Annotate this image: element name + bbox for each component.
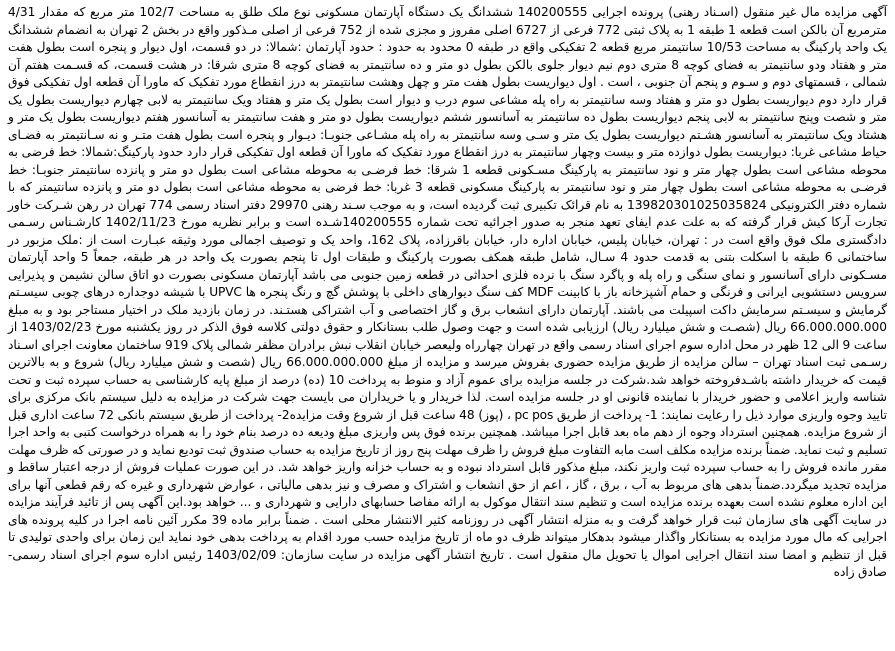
notice-text: آگهی مزایده مال غیر منقول (اسـناد رهنی) پرونده اجرایی 140200555 ششدانگ یک دستگاه آپارتمان مسکونی نوع ملک طلق به مساحت 102/7 متر مربع که مقدار 4/31 مترمربع آن بالکن است قطعه 1 طبقه 1 به پلاک ثبتی 772 فرعی از 6727 اصلی مفروز و مجزی شده از 752 فرعی از اصلی مـذکور واقع در بخش 2 تهران به انضمام ششدانگ یک واحد پارکینگ به مساحت 10/53 سانتیمتر مربع قطعه 2 تفکیکی واقع در طبقه 0 محدود به حدود : حدود آپارتمان :شمالا: در دو قسمت، اول دیوار و پنجره است بطول هفت متر و هفتاد ودو سانتیمتر به فضای کوچه 8 متری دوم نیم دیوار جلوی بالکن بطول دو متر و ده سانتیمتر به فضای کوچه 8 متری شرقا: در هشت قسمت، که قسـمت هفتم آن شمالی ، قسمتهای دوم و سـوم و پنجم آن جنوبی ، است . اول دیواریست بطول هفت متر و چهل وهشت سانتیمتر به درز انقطاع مورد تفکیک که ماورا آن قطعه اول تفکیکی فوق قرار دارد دوم دیواریست بطول دو متر و هفتاد وسه سانتیمتر به راه پله مشاعی سوم درب و دیوار است بطول یک متر و هفتاد ویک سانتیمتر به لابی چهارم دیواریست بطول یک متر و شصت وپنج سانتیمتر به لابی پنجم دیواریست بطول ده سانتیمتر به آسانسور ششم دیواریست بطول دو متر و هفت سانتیمتر به آسانسور هفتم دیواریست بطول یک متر و هشتاد ویک سانتیمتر به آسانسور هشـتم دیواریست بطول یک متر و سـی وسه سانتیمتر به راه پله مشـاعی جنوبـا: دیـوار و پنجره است بطول هفت متـر و نه سـانتیمتر به فضـای حیاط مشاعی غربا: دیواریست بطول دوازده متر و بیست وچهار سانتیمتر به درز انقطاع مورد تفکیک که ماورا آن قطعه اول تفکیکی قرار دارد حدود پارکینگ:شمالا: خط فرضی به محوطه مشاعی است بطول چهار متر و نود سانتیمتر به پارکینگ مسـکونی قطعه 1 شرقا: خط فرضـی به محوطه مشاعی است بطول دو متر و پانزده سانتیمتر جنوبـا: خط فرضـی به محوطه مشاعی است بطول چهار متر و نود سانتیمتر به پارکینگ مسکونی قطعه 3 غربا: خط فرضی به محوطه مشاعی است بطول دو متر و پانزده سانتیمتر که با شماره دفتر الکترونیکی 139820301025035824 به نام قرائک تکبیری ثبت گردیده است، و به موجب سـند رهنی 29970 دفتر اسناد رسمی 774 تهران در رهن شـرکت خاور تجارت آرکا کیش قرار گرفته که به علت عدم ایفای تعهد منجر به صدور اجرائیه تحت شماره 140200555شـده است و برابر نظریه مورخ 1402/11/23 کارشـناس رسـمی دادگستری ملک فوق واقع است در : تهران، خیابان پلیس، خیابان اداره دار، خیابان باقرزاده، پلاک 162، واحد یک و توصیف اجمالی مورد وثیقه عبـارت است از :ملک مزبور در ساختمانی 6 طبقه با اسکلت بتنی به قدمت حدود 4 سـال، شامل طبقه همکف بصورت پارکینگ و طبقات اول تا پنجم بصورت یک واحد در هر طبقه، جمعاً 5 واحد آپارتمان مسـکونی دارای آسانسور و نمای سنگی و راه پله و پاگرد سنگ با نرده فلزی احداثی در قطعه زمین جنوبی می باشد آپارتمان مسکونی بصورت دو اتاق سالن نشیمن و پذیرایی سرویس دستشویی ایرانی و فرنگی و حمام آشپزخانه باز با کابینت MDF کف سنگ دیوارهای داخلی با پوشش گچ و رنگ پنجره ها UPVC با شیشه دوجداره درهای چوبی سیسـتم گرمایش و سیسـتم سرمایش داکت اسپیلت می باشند. آپارتمان دارای انشعاب برق و گاز اختصاصی و آب اشتراکی هستـند. در زمان بازدید ملک در اختیار مستاجر بود و به مبلغ 66.000.000.000 ریال (شصـت و شش میلیارد ریال) ارزیابی شده است و جهت وصول طلب بستانکار و حقوق دولتی کلاسه فوق الذکر در روز یکشنبه مورخ 1403/02/23 از ساعت 9 الی 12 ظهر در محل اداره سوم اجرای اسناد رسمی واقع در تهران چهارراه ولیعصر خیابان انقلاب نبش برادران مظفر شمالی پلاک 919 ساختمان معاونت اجرای اسـناد رسـمی ثبت اسناد تهران – سالن مزایده از طریق مزایده حضوری بفروش میرسد و مزایده از مبلغ 66.000.000.000 ریال (شصت و شش میلیارد ریال) شروع و به بالاترین قیمت که خریدار داشته باشـدفروخته خواهد شد.شرکت در جلسه مزایده برای عموم آزاد و منوط به پرداخت 10 (ده) درصد از مبلغ پایه کارشناسی به حساب سپرده ثبت و تحت شناسه واریز اعلامی و حضور خریدار با نماینده قانونی او در جلسه مزایده است. لذا خریدار و یا خریداران می بایست جهت شرکت در مزایده به دلیل سیستم بانک مرکزی برای تایید وجوه واریزی موارد ذیل را رعایت نمایند: 1- پرداخت از طریق pc pos ، (پوز) 48 ساعت قبل از شروع وقت مزایده2- پرداخت از طریق سیستم بانکی 72 ساعت اداری قبل از شروع مزایده. همچنین استرداد وجوه از دهم ماه بعد قابل اجرا میباشد. همچنین برنده فوق پس واریزی مبلغ ودیعه ده درصد بنام خود را به همراه درخواست کتبی به واحد اجرا تسلیم و ثبت نماید. ضمناً برنده مزایده مکلف است مابه التفاوت مبلغ فروش را ظرف مهلت پنج روز از تاریخ مزایده به حساب صندوق ثبت تودیع نماید و در صورتی که ظرف مهلت مقرر مانده فروش را به حساب سپرده ثبت واریز نکند، مبلغ مذکور قابل استرداد نبوده و به حساب خزانه واریز خواهد شد. در این صورت عملیات فروش از درجه اعتبار ساقط و مزایده تجدید میگردد.ضمناً بدهی های مربوط به آب ، برق ، گاز ، اعم از حق انشعاب و اشتراک و مصرف و نیز بدهی مالیاتی ، عوارض شهرداری و غیره که رقم قطعی آنها برای این اداره معلوم نشده است بعهده برنده مزایده است و تنظیم سند انتقال موکول به ارائه مفاصا حسابهای دارایی و شهرداری و ... خواهد بود.این آگهی پس از تائید فرآیند مزایده در سایت آگهی های سازمان ثبت قرار خواهد گرفت و به منزله انتشار آگهی در روزنامه کثیر الانتشار محلی است . ضمناً برابر ماده 39 مکرر آئین نامه اجرا در کلیه پرونده های اجرایی که مال مورد مزایده به بستانکار واگذار میشود بدهکار میتواند ظرف دو ماه از تاریخ مزایده حسب مورد اقدام به پرداخت بدهی خود نماید این زمان برای واحدی تولیدی تا قبل از تنظیم و امضا سند انتقال اجرایی اموال یا تحویل مال منقول است . تاریخ انتشار آگهی مزایده در سایت سازمان: 1403/02/09 رئیس اداره سوم اجرای اسناد رسمی- صادق زاده (8, 5, 888, 579)
